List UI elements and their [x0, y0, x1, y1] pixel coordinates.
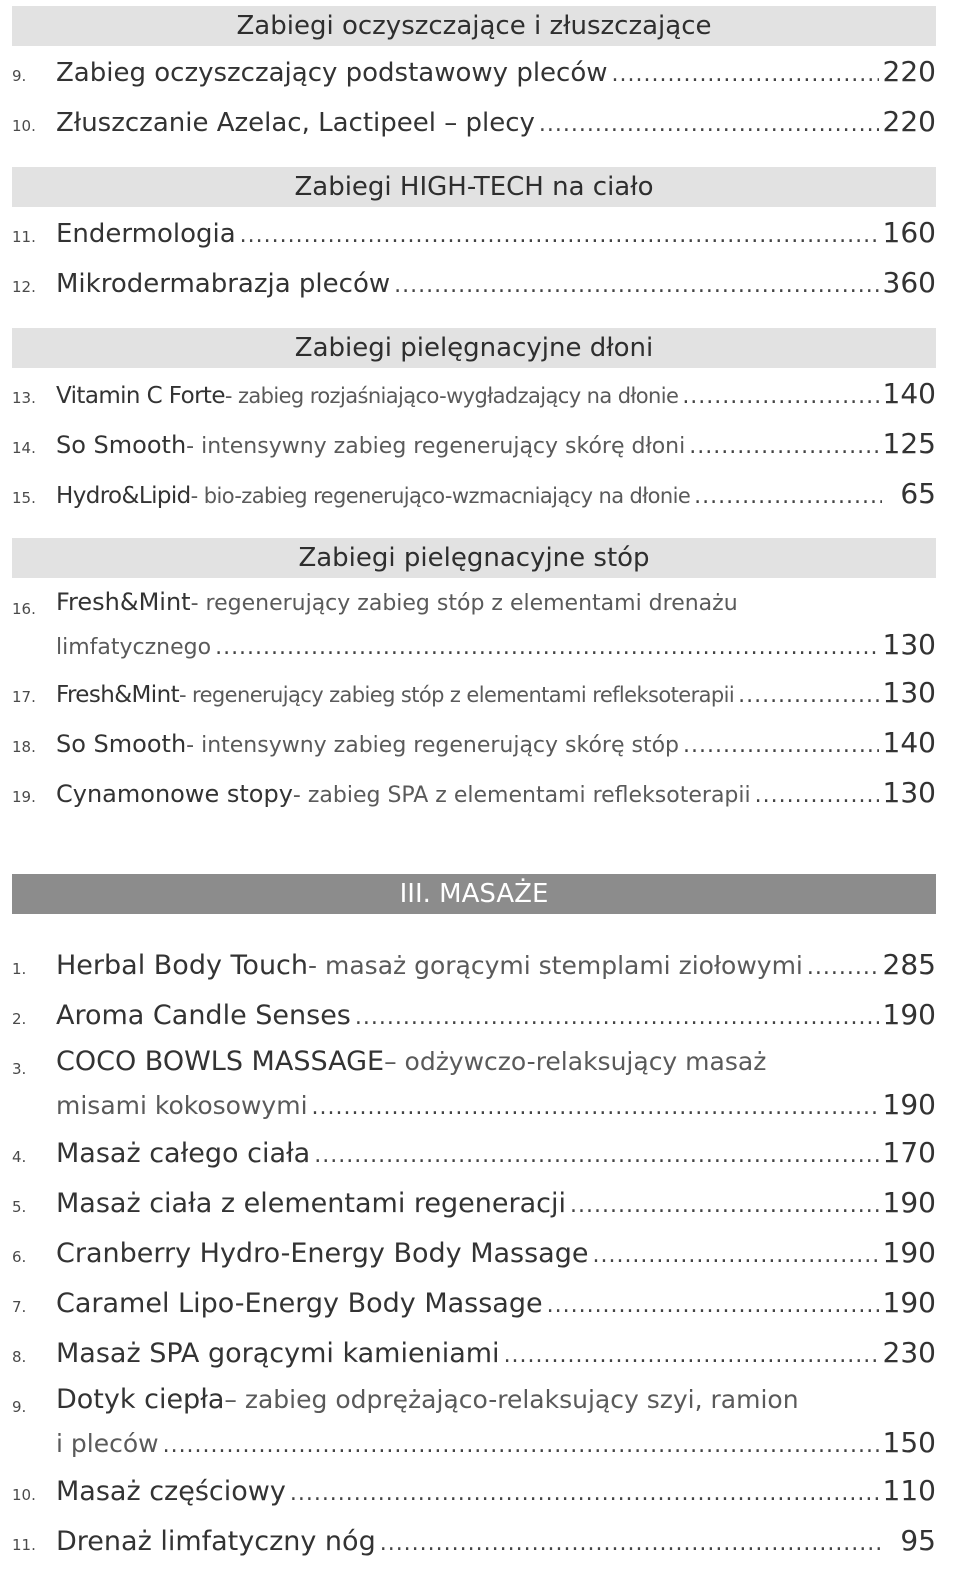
- list-item: [0, 103, 936, 147]
- item-name: Masaż częściowy: [56, 1476, 286, 1507]
- leader-dots: [592, 1240, 878, 1272]
- item-price: 285: [882, 948, 936, 981]
- section-header-hands: Zabiegi pielęgnacyjne dłoni: [12, 328, 936, 368]
- item-price: 130: [882, 776, 936, 809]
- section-header-feet: Zabiegi pielęgnacyjne stóp: [12, 538, 936, 578]
- item-price: 190: [882, 998, 936, 1031]
- item-price: 65: [900, 477, 936, 510]
- item-name: Masaż ciała z elementami regeneracji: [56, 1188, 567, 1219]
- list-item: [0, 53, 936, 97]
- item-description: - masaż gorącymi stemplami ziołowymi: [308, 951, 803, 980]
- item-number: 3.: [12, 1060, 27, 1078]
- list-item: [0, 214, 936, 258]
- list-item: [0, 586, 936, 670]
- leader-dots: [694, 481, 882, 513]
- leader-dots: [683, 730, 879, 762]
- section-header-high-tech: Zabiegi HIGH-TECH na ciało: [12, 167, 936, 207]
- item-price: 130: [882, 676, 936, 709]
- item-number: 2.: [12, 1010, 27, 1028]
- item-name: Dotyk ciepła: [56, 1384, 225, 1415]
- list-item: [0, 1284, 936, 1328]
- list-item: [0, 1384, 936, 1468]
- item-price: 360: [882, 266, 936, 299]
- item-name: Caramel Lipo-Energy Body Massage: [56, 1288, 543, 1319]
- list-item: [0, 674, 936, 718]
- item-price: 220: [882, 55, 936, 88]
- item-name: Cranberry Hydro-Energy Body Massage: [56, 1238, 589, 1269]
- leader-dots: [612, 59, 879, 91]
- leader-dots: [570, 1190, 879, 1222]
- item-name: Endermologia: [56, 219, 236, 249]
- item-description: - intensywny zabieg regenerujący skórę stóp: [186, 733, 680, 758]
- item-price: 220: [882, 105, 936, 138]
- item-name: Fresh&Mint: [56, 588, 191, 616]
- leader-dots: [807, 952, 879, 984]
- item-name: Cynamonowe stopy: [56, 780, 293, 808]
- item-name: Masaż SPA gorącymi kamieniami: [56, 1338, 500, 1369]
- item-price: 150: [882, 1426, 936, 1459]
- leader-dots: [240, 220, 879, 252]
- item-number: 10.: [12, 1486, 36, 1504]
- item-number: 6.: [12, 1248, 27, 1266]
- leader-dots: [380, 1528, 882, 1560]
- item-name: Vitamin C Forte: [56, 383, 225, 409]
- item-number: 13.: [12, 389, 36, 407]
- leader-dots: [682, 381, 878, 413]
- item-name: Hydro&Lipid: [56, 483, 191, 509]
- item-number: 14.: [12, 439, 36, 457]
- leader-dots: [215, 632, 878, 664]
- section-header-cleansing: Zabiegi oczyszczające i złuszczające: [12, 6, 936, 46]
- list-item: [0, 1472, 936, 1516]
- item-number: 11.: [12, 1536, 36, 1554]
- item-number: 19.: [12, 788, 36, 806]
- item-name: COCO BOWLS MASSAGE: [56, 1046, 385, 1077]
- item-name: Aroma Candle Senses: [56, 1000, 351, 1031]
- leader-dots: [738, 680, 878, 712]
- item-price: 190: [882, 1286, 936, 1319]
- leader-dots: [547, 1290, 879, 1322]
- item-name: Zabieg oczyszczający podstawowy pleców: [56, 58, 608, 88]
- list-item: [0, 1334, 936, 1378]
- list-item: [0, 1134, 936, 1178]
- item-name: Masaż całego ciała: [56, 1138, 311, 1169]
- item-number: 9.: [12, 67, 27, 85]
- list-item: [0, 996, 936, 1040]
- item-description-continued: limfatycznego: [56, 635, 212, 660]
- item-price: 125: [882, 427, 936, 460]
- list-item: [0, 724, 936, 768]
- item-description: - regenerujący zabieg stóp z elementami drenażu: [190, 591, 738, 616]
- item-name: Mikrodermabrazja pleców: [56, 269, 391, 299]
- item-price: 230: [882, 1336, 936, 1369]
- item-name: Fresh&Mint: [56, 682, 179, 708]
- item-name: Drenaż limfatyczny nóg: [56, 1526, 376, 1557]
- leader-dots: [290, 1478, 879, 1510]
- list-item: [0, 1234, 936, 1278]
- item-number: 8.: [12, 1348, 27, 1366]
- item-number: 16.: [12, 600, 36, 618]
- item-number: 11.: [12, 228, 36, 246]
- item-description: – zabieg odprężająco-relaksujący szyi, ramion: [224, 1385, 799, 1414]
- item-name: So Smooth: [56, 730, 187, 758]
- item-price: 140: [882, 377, 936, 410]
- item-price: 190: [882, 1186, 936, 1219]
- list-item: [0, 1522, 936, 1566]
- list-item: [0, 375, 936, 419]
- list-item: [0, 774, 936, 818]
- item-number: 9.: [12, 1398, 27, 1416]
- item-name: Złuszczanie Azelac, Lactipeel – plecy: [56, 108, 535, 138]
- leader-dots: [689, 431, 878, 463]
- item-price: 190: [882, 1236, 936, 1269]
- item-price: 95: [900, 1524, 936, 1557]
- leader-dots: [539, 109, 879, 141]
- item-number: 17.: [12, 688, 36, 706]
- list-item: [0, 264, 936, 308]
- item-description: - bio-zabieg regenerująco-wzmacniający na dłonie: [190, 484, 691, 508]
- item-price: 140: [882, 726, 936, 759]
- list-item: [0, 475, 936, 519]
- item-description: - intensywny zabieg regenerujący skórę dłoni: [186, 434, 686, 459]
- list-item: [0, 1184, 936, 1228]
- item-number: 1.: [12, 960, 27, 978]
- item-description-continued: misami kokosowymi: [56, 1091, 308, 1120]
- item-description: – odżywczo-relaksujący masaż: [384, 1047, 767, 1076]
- item-price: 190: [882, 1088, 936, 1121]
- item-description-continued: i pleców: [56, 1429, 159, 1458]
- list-item: [0, 946, 936, 990]
- leader-dots: [504, 1340, 879, 1372]
- item-number: 18.: [12, 738, 36, 756]
- leader-dots: [394, 270, 878, 302]
- item-description: - zabieg rozjaśniająco-wygładzający na dłonie: [224, 384, 679, 408]
- item-number: 5.: [12, 1198, 27, 1216]
- item-price: 160: [882, 216, 936, 249]
- item-number: 4.: [12, 1148, 27, 1166]
- item-number: 7.: [12, 1298, 27, 1316]
- leader-dots: [355, 1002, 879, 1034]
- leader-dots: [312, 1092, 879, 1124]
- item-price: 130: [882, 628, 936, 661]
- item-number: 12.: [12, 278, 36, 296]
- section-header-massages: III. MASAŻE: [12, 874, 936, 914]
- leader-dots: [755, 780, 879, 812]
- item-price: 170: [882, 1136, 936, 1169]
- list-item: [0, 1046, 936, 1130]
- item-number: 15.: [12, 489, 36, 507]
- leader-dots: [314, 1140, 878, 1172]
- leader-dots: [163, 1430, 879, 1462]
- item-price: 110: [882, 1474, 936, 1507]
- item-name: So Smooth: [56, 431, 187, 459]
- item-name: Herbal Body Touch: [56, 950, 309, 981]
- item-description: - zabieg SPA z elementami refleksoterapii: [292, 783, 751, 808]
- item-number: 10.: [12, 117, 36, 135]
- item-description: - regenerujący zabieg stóp z elementami refleksoterapii: [178, 683, 735, 707]
- list-item: [0, 425, 936, 469]
